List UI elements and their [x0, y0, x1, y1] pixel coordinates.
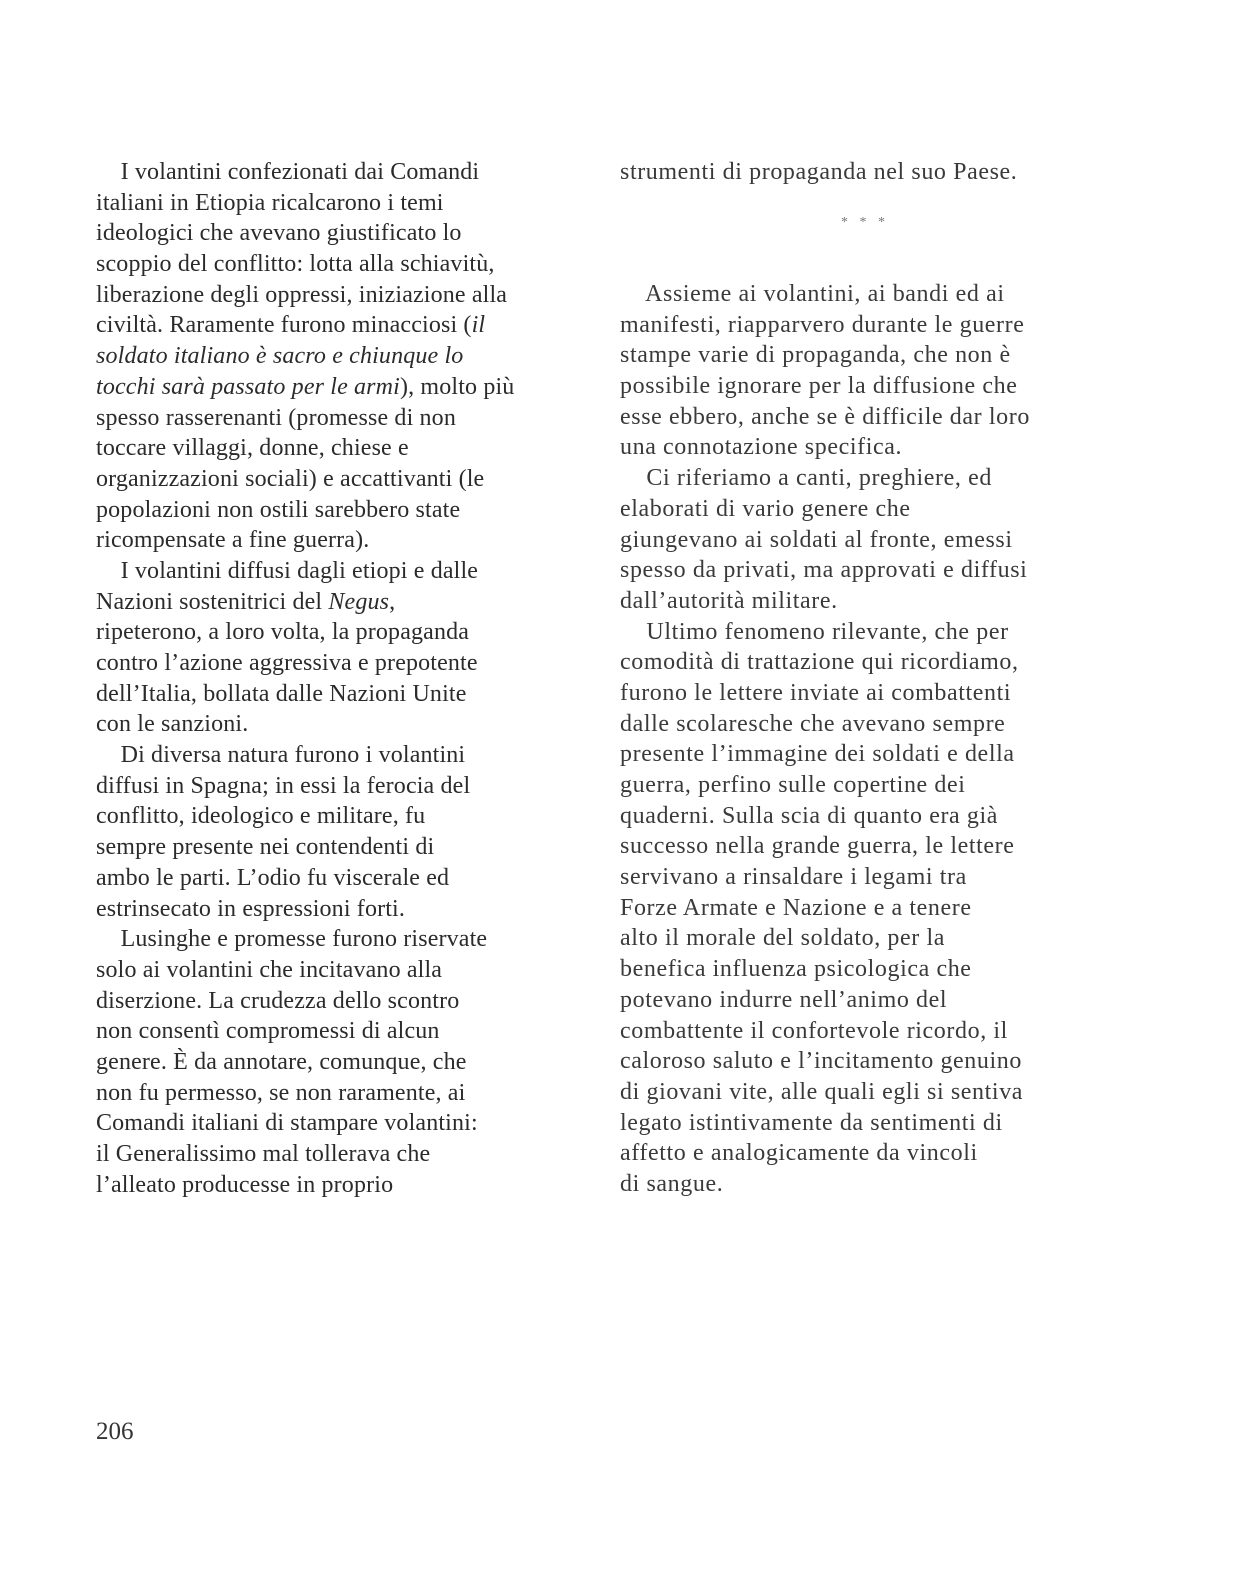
text-line: [620, 954, 1110, 985]
text-segment: Forze Armate e Nazione e a tenere: [620, 894, 972, 921]
text-line: [96, 801, 586, 832]
text-segment: manifesti, riapparvero durante le guerre: [620, 311, 1025, 338]
italic-text: Negus: [328, 588, 390, 615]
text-line: [96, 280, 586, 311]
text-line: [620, 525, 1110, 556]
text-segment: genere. È da annotare, comunque, che: [96, 1048, 467, 1075]
text-line: [620, 862, 1110, 893]
text-segment: liberazione degli oppressi, iniziazione alla: [96, 281, 508, 308]
text-segment: dall’autorità militare.: [620, 587, 838, 614]
text-segment: diserzione. La crudezza dello scontro: [96, 987, 460, 1014]
text-segment: I volantini diffusi dagli etiopi e dalle: [96, 557, 479, 584]
text-segment: combattente il confortevole ricordo, il: [620, 1017, 1008, 1044]
text-line: [620, 402, 1110, 433]
text-segment: l’alleato producesse in proprio: [96, 1171, 394, 1198]
text-segment: contro l’azione aggressiva e prepotente: [96, 650, 478, 676]
text-line: [96, 1078, 586, 1109]
text-segment: ), molto più: [399, 373, 515, 400]
text-line: [620, 831, 1110, 862]
text-segment: dalle scolaresche che avevano sempre: [620, 710, 1006, 737]
text-segment: non consentì compromessi di alcun: [96, 1018, 440, 1045]
text-line: [96, 1170, 586, 1201]
text-line: [96, 709, 586, 740]
text-line: [96, 587, 586, 618]
text-line: [96, 525, 586, 556]
text-line: [96, 403, 586, 434]
text-segment: toccare villaggi, donne, chiese e: [96, 435, 409, 462]
text-line: [96, 955, 586, 986]
text-segment: sempre presente nei contendenti di: [96, 834, 435, 861]
text-line: [620, 157, 1110, 188]
text-segment: non fu permesso, se non raramente, ai: [96, 1079, 466, 1106]
italic-text: soldato italiano è sacro e chiunque lo: [96, 343, 464, 370]
text-line: [620, 1138, 1110, 1169]
text-segment: quaderni. Sulla scia di quanto era già: [620, 802, 999, 829]
text-line: [96, 740, 586, 771]
text-segment: Ultimo fenomeno rilevante, che per: [620, 618, 1009, 645]
text-segment: estrinsecato in espressioni forti.: [96, 895, 406, 922]
text-segment: benefica influenza psicologica che: [620, 956, 972, 983]
text-segment: una connotazione specifica.: [620, 434, 903, 461]
text-line: [96, 1047, 586, 1078]
text-line: [620, 801, 1110, 832]
text-segment: presente l’immagine dei soldati e della: [620, 741, 1015, 768]
text-line: [96, 372, 586, 403]
text-segment: Lusinghe e promesse furono riservate: [96, 926, 488, 953]
text-line: [96, 188, 586, 219]
right-column-continuation: [620, 157, 1110, 188]
section-separator: * * *: [841, 215, 889, 230]
text-line: [620, 1046, 1110, 1077]
text-segment: conflitto, ideologico e militare, fu: [96, 803, 426, 830]
text-segment: diffusi in Spagna; in essi la ferocia del: [96, 772, 471, 799]
text-segment: ripeterono, a loro volta, la propaganda: [96, 619, 470, 646]
text-line: [96, 1139, 586, 1170]
text-segment: alto il morale del soldato, per la: [620, 925, 945, 952]
text-line: [96, 1108, 586, 1139]
text-line: [620, 617, 1110, 648]
text-segment: il Generalissimo mal tollerava che: [96, 1141, 431, 1167]
italic-text: tocchi sarà passato per le armi: [96, 373, 400, 400]
text-line: [96, 556, 586, 587]
text-line: [96, 249, 586, 280]
text-segment: affetto e analogicamente da vincoli: [620, 1140, 978, 1167]
text-segment: potevano indurre nell’animo del: [620, 986, 948, 1013]
text-segment: I volantini confezionati dai Comandi: [96, 159, 480, 185]
text-segment: Di diversa natura furono i volantini: [96, 742, 466, 769]
text-line: [96, 157, 586, 188]
text-line: [620, 586, 1110, 617]
text-segment: Assieme ai volantini, ai bandi ed ai: [620, 281, 1005, 307]
text-segment: italiani in Etiopia ricalcarono i temi: [96, 189, 444, 216]
text-line: [96, 617, 586, 648]
text-segment: solo ai volantini che incitavano alla: [96, 956, 443, 983]
text-line: [96, 648, 586, 679]
text-line: [620, 340, 1110, 371]
text-segment: scoppio del conflitto: lotta alla schiavitù,: [96, 251, 495, 278]
text-line: [96, 464, 586, 495]
text-segment: stampe varie di propaganda, che non è: [620, 342, 1011, 369]
text-line: [96, 310, 586, 341]
text-segment: caloroso saluto e l’incitamento genuino: [620, 1048, 1022, 1075]
right-text-column: [620, 279, 1110, 1200]
text-line: [96, 863, 586, 894]
text-line: [620, 555, 1110, 586]
text-line: [620, 463, 1110, 494]
left-text-column: [96, 157, 586, 1200]
text-line: [96, 341, 586, 372]
text-segment: furono le lettere inviate ai combattenti: [620, 679, 1012, 706]
text-segment: popolazioni non ostili sarebbero state: [96, 496, 461, 523]
text-line: [620, 1108, 1110, 1139]
text-line: [96, 924, 586, 955]
text-segment: giungevano ai soldati al fronte, emessi: [620, 526, 1013, 553]
text-line: [620, 1016, 1110, 1047]
text-line: [96, 495, 586, 526]
text-line: [620, 739, 1110, 770]
text-segment: ,: [389, 588, 396, 615]
text-line: [96, 679, 586, 710]
text-segment: di sangue.: [620, 1170, 724, 1197]
text-segment: ambo le parti. L’odio fu viscerale ed: [96, 864, 450, 891]
italic-text: il: [471, 312, 486, 339]
text-line: [620, 1169, 1110, 1200]
text-line: [620, 678, 1110, 709]
text-segment: comodità di trattazione qui ricordiamo,: [620, 649, 1019, 676]
page-number: 206: [96, 1418, 134, 1445]
text-segment: Comandi italiani di stampare volantini:: [96, 1110, 478, 1137]
text-line: [620, 770, 1110, 801]
text-line: [96, 894, 586, 925]
text-segment: spesso da privati, ma approvati e diffusi: [620, 557, 1028, 584]
text-segment: ideologici che avevano giustificato lo: [96, 220, 462, 247]
text-line: [96, 771, 586, 802]
text-segment: dell’Italia, bollata dalle Nazioni Unite: [96, 680, 467, 707]
text-line: [620, 985, 1110, 1016]
text-line: [620, 923, 1110, 954]
text-segment: con le sanzioni.: [96, 711, 249, 738]
text-segment: elaborati di vario genere che: [620, 495, 911, 522]
text-line: [96, 218, 586, 249]
text-line: [620, 709, 1110, 740]
text-segment: esse ebbero, anche se è difficile dar loro: [620, 403, 1030, 430]
text-line: [620, 1077, 1110, 1108]
text-line: [620, 371, 1110, 402]
text-line: [620, 647, 1110, 678]
text-segment: civiltà. Raramente furono minacciosi (: [96, 312, 472, 339]
text-line: [96, 986, 586, 1017]
text-segment: possibile ignorare per la diffusione che: [620, 373, 1018, 400]
text-line: [96, 832, 586, 863]
text-segment: ricompensate a fine guerra).: [96, 527, 370, 554]
text-segment: legato istintivamente da sentimenti di: [620, 1109, 1003, 1136]
text-line: [620, 310, 1110, 341]
text-segment: spesso rasserenanti (promesse di non: [96, 404, 456, 431]
text-segment: organizzazioni sociali) e accattivanti (le: [96, 465, 485, 492]
text-line: [620, 432, 1110, 463]
text-segment: Nazioni sostenitrici del: [96, 588, 329, 615]
text-line: [620, 893, 1110, 924]
text-segment: strumenti di propaganda nel suo Paese.: [620, 159, 1018, 185]
text-line: [620, 494, 1110, 525]
text-line: [96, 433, 586, 464]
text-segment: guerra, perfino sulle copertine dei: [620, 772, 966, 798]
text-segment: di giovani vite, alle quali egli si sentiva: [620, 1078, 1024, 1105]
text-segment: Ci riferiamo a canti, preghiere, ed: [620, 465, 992, 492]
text-line: [620, 279, 1110, 310]
text-segment: successo nella grande guerra, le lettere: [620, 833, 1015, 860]
text-line: [96, 1016, 586, 1047]
text-segment: servivano a rinsaldare i legami tra: [620, 864, 967, 891]
